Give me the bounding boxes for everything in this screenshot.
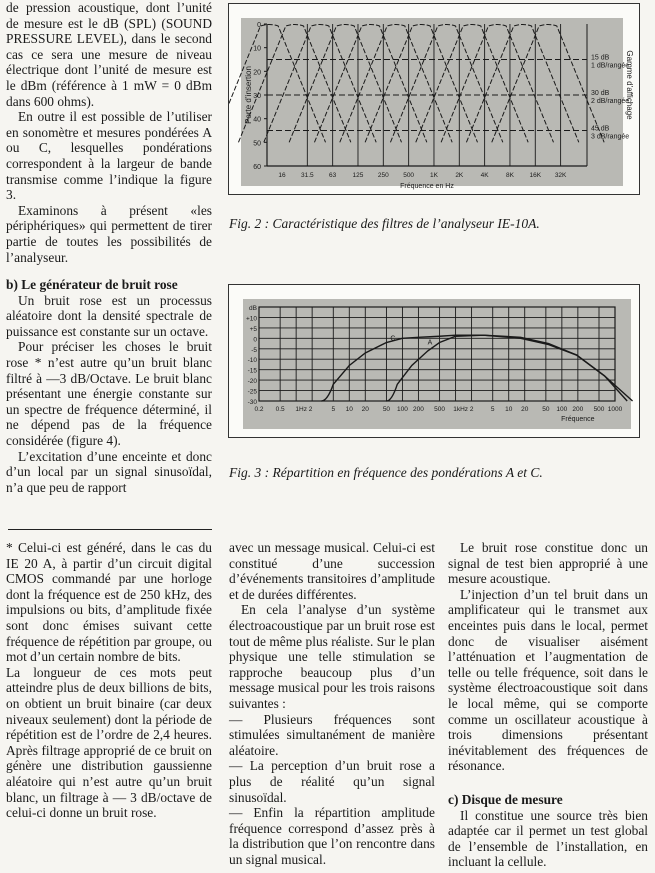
column-1	[6, 0, 212, 495]
y-tick-label: 0	[253, 336, 257, 344]
x-tick-label: 10	[345, 406, 353, 413]
y-tick-label: -20	[247, 378, 257, 386]
curve-label-C: C	[390, 335, 396, 343]
x-tick-label: 63	[329, 172, 337, 179]
figure-3	[228, 284, 640, 438]
x-tick-label: 4K	[480, 172, 489, 179]
x-tick-label: 1kHz 2	[453, 406, 474, 413]
x-tick-label: 50	[382, 406, 391, 413]
y-axis-title: Perte d’insertion	[244, 66, 253, 124]
fig3-chart	[229, 285, 639, 437]
footnote-paragraph: * Celui-ci est généré, dans le cas du IE 20 A, à partir d’un circuit digital CMOS commandé par une horloge dont la fréquence est de 250 kHz, des impulsions ou bits, d’amplitude fixée sont donc émises suivant cette fréquence de répétition par groupe, ou mot d’un certain nombre de bits.	[6, 540, 212, 665]
x-tick-label: 500	[434, 406, 446, 413]
x-tick-label: 125	[352, 172, 364, 179]
paragraph: Pour préciser les choses le bruit rose * n’est autre qu’un bruit blanc filtré à —3 dB/Octave. Le bruit blanc présentant une énergie constante sur un spectre de fréquence déterminé, il ne dépend pas de la fréquence considérée (figure 4).	[6, 339, 212, 449]
x-tick-label: 20	[361, 406, 369, 413]
column-3	[448, 540, 648, 870]
y-tick-label: dB	[249, 305, 257, 312]
x-tick-label: 500	[403, 172, 415, 179]
x-tick-label: 8K	[505, 172, 514, 179]
x-tick-label: 32K	[554, 172, 567, 179]
y-tick-label: 30	[253, 93, 261, 100]
y-tick-label: -5	[251, 346, 257, 354]
y-tick-label: -25	[247, 388, 257, 396]
x-axis-title: Fréquence en Hz	[400, 183, 454, 190]
x-tick-label: 16	[278, 172, 286, 179]
paragraph: Il constitue une source très bien adaptée car il permet un test global de l’ensemble de l’installation, en incluant la cellule.	[448, 807, 648, 870]
footnote-paragraph: La longueur de ces mots peut atteindre plus de deux billions de bits, on obtient un bruit binaire (car deux niveaux seulement) dont la période de répétition est de l’ordre de 2,4 heures. Après filtrage approprié de ce bruit on génère une distribution gaussienne aléatoire qui n’est autre qu’un bruit blanc, un filtrage à — 3 dB/octave de celui-ci donne un bruit rose.	[6, 664, 212, 821]
y-tick-label: +5	[249, 325, 257, 333]
x-tick-label: 20	[521, 406, 529, 413]
list-item: — La perception d’un bruit rose a plus de réalité qu’un signal sinusoïdal.	[229, 758, 435, 805]
list-item: — Plusieurs fréquences sont stimulées simultanément de manière aléatoire.	[229, 711, 435, 758]
x-tick-label: 100	[397, 406, 408, 413]
paragraph: En outre il est possible de l’utiliser en sonomètre et mesures pondérées A ou C, lesquelles pondérations correspondent à la largeur de bande transmise comme l’indique la figure 3.	[6, 109, 212, 203]
list-item: — Enfin la répartition amplitude fréquence correspond d’assez près à la distribution que l’on rencontre dans un signal musical.	[229, 805, 435, 867]
x-tick-label: 10	[505, 406, 513, 413]
figure-3-caption: Fig. 3 : Répartition en fréquence des pondérations A et C.	[229, 465, 543, 480]
range-label: 15 dB	[591, 54, 610, 62]
paragraph: Un bruit rose est un processus aléatoire dont la densité spectrale de puissance est constante sur un octave.	[6, 292, 212, 339]
y-tick-label: 40	[253, 116, 261, 124]
x-tick-label: 200	[412, 406, 424, 413]
y-tick-label: 60	[253, 164, 261, 171]
x-tick-label: 200	[572, 406, 584, 413]
paragraph: L’excitation d’une enceinte et donc d’un local par un signal sinusoïdal, n’a que peu de rapport	[6, 448, 212, 495]
x-tick-label: 0.5	[275, 406, 285, 413]
fig2-chart	[229, 4, 639, 194]
paragraph: Le bruit rose constitue donc un signal de test bien approprié à une mesure acoustique.	[448, 540, 648, 587]
y-tick-label: -15	[247, 367, 257, 375]
x-tick-label: 1Hz 2	[295, 406, 313, 413]
curve-label-A: A	[427, 339, 433, 347]
range-label: 45 dB	[591, 125, 610, 133]
x-tick-label: 1000	[607, 406, 623, 413]
range-label-step: 2 dB/rangée	[591, 98, 630, 105]
x-axis-title: Fréquence	[561, 416, 595, 423]
range-label-step: 3 dB/rangée	[591, 133, 630, 141]
paragraph: avec un message musical. Celui-ci est constitué d’une succession d’événements transitoires d’amplitude et de durées différentes.	[229, 540, 435, 602]
footnote-divider	[8, 529, 212, 530]
x-tick-label: 50	[542, 406, 550, 413]
x-tick-label: 16K	[529, 172, 542, 179]
y-tick-label: 10	[253, 45, 261, 53]
x-tick-label: 500	[593, 406, 605, 413]
paragraph: Examinons à présent «les périphériques» qui permettent de tirer partie de toutes les possibilités de l’analyseur.	[6, 202, 212, 265]
paragraph: En cela l’analyse d’un système électroacoustique par un bruit rose est tout de même plus réaliste. Sur le plan physique une telle stimulation se rapproche beaucoup plus d’un message musical pour les trois raisons suivantes :	[229, 602, 435, 711]
x-tick-label: 5	[490, 406, 495, 413]
range-label: 30 dB	[591, 90, 610, 97]
y-tick-label: -10	[247, 357, 257, 365]
x-tick-label: 250	[377, 172, 389, 179]
x-tick-label: 0.2	[254, 406, 264, 413]
y-tick-label: 20	[253, 69, 261, 77]
y-tick-label: 0	[257, 22, 261, 29]
section-heading-b: b) Le générateur de bruit rose	[6, 277, 178, 293]
x-tick-label: 2K	[455, 172, 464, 179]
x-tick-label: 1K	[429, 172, 438, 179]
paragraph: L’injection d’un tel bruit dans un amplificateur qui le transmet aux enceintes puis dans le local, permet donc de visualiser aisément l’atténuation et l’augmentation de telle ou telle fréquence, soit dans le système électroacoustique soit dans le local même, qui se comporte comme un oscillateur acoustique à trois dimensions présentant inévitablement des fréquences de résonance.	[448, 586, 648, 774]
figure-2	[228, 3, 640, 195]
range-label-step: 1 dB/rangée	[591, 62, 630, 70]
x-tick-label: 100	[556, 406, 568, 413]
section-heading-c: c) Disque de mesure	[448, 791, 563, 807]
right-axis-title: Gamme d’affichage	[625, 50, 634, 120]
x-tick-label: 31.5	[301, 172, 314, 179]
x-tick-label: 5	[331, 406, 336, 413]
footnote	[6, 540, 212, 821]
paragraph: de pression acoustique, dont l’unité de mesure est le dB (SPL) (SOUND PRESSURE LEVEL), dans le second cas ce sera une mesure de niveau électrique dont l’unité de mesure est le dBm (référence à 1 mW = 0 dBm dans 600 ohms).	[6, 0, 212, 109]
figure-2-caption: Fig. 2 : Caractéristique des filtres de l’analyseur IE-10A.	[229, 216, 540, 231]
y-tick-label: -30	[247, 399, 257, 406]
y-tick-label: 50	[253, 140, 261, 148]
y-tick-label: +10	[245, 315, 257, 323]
column-2	[229, 540, 435, 867]
